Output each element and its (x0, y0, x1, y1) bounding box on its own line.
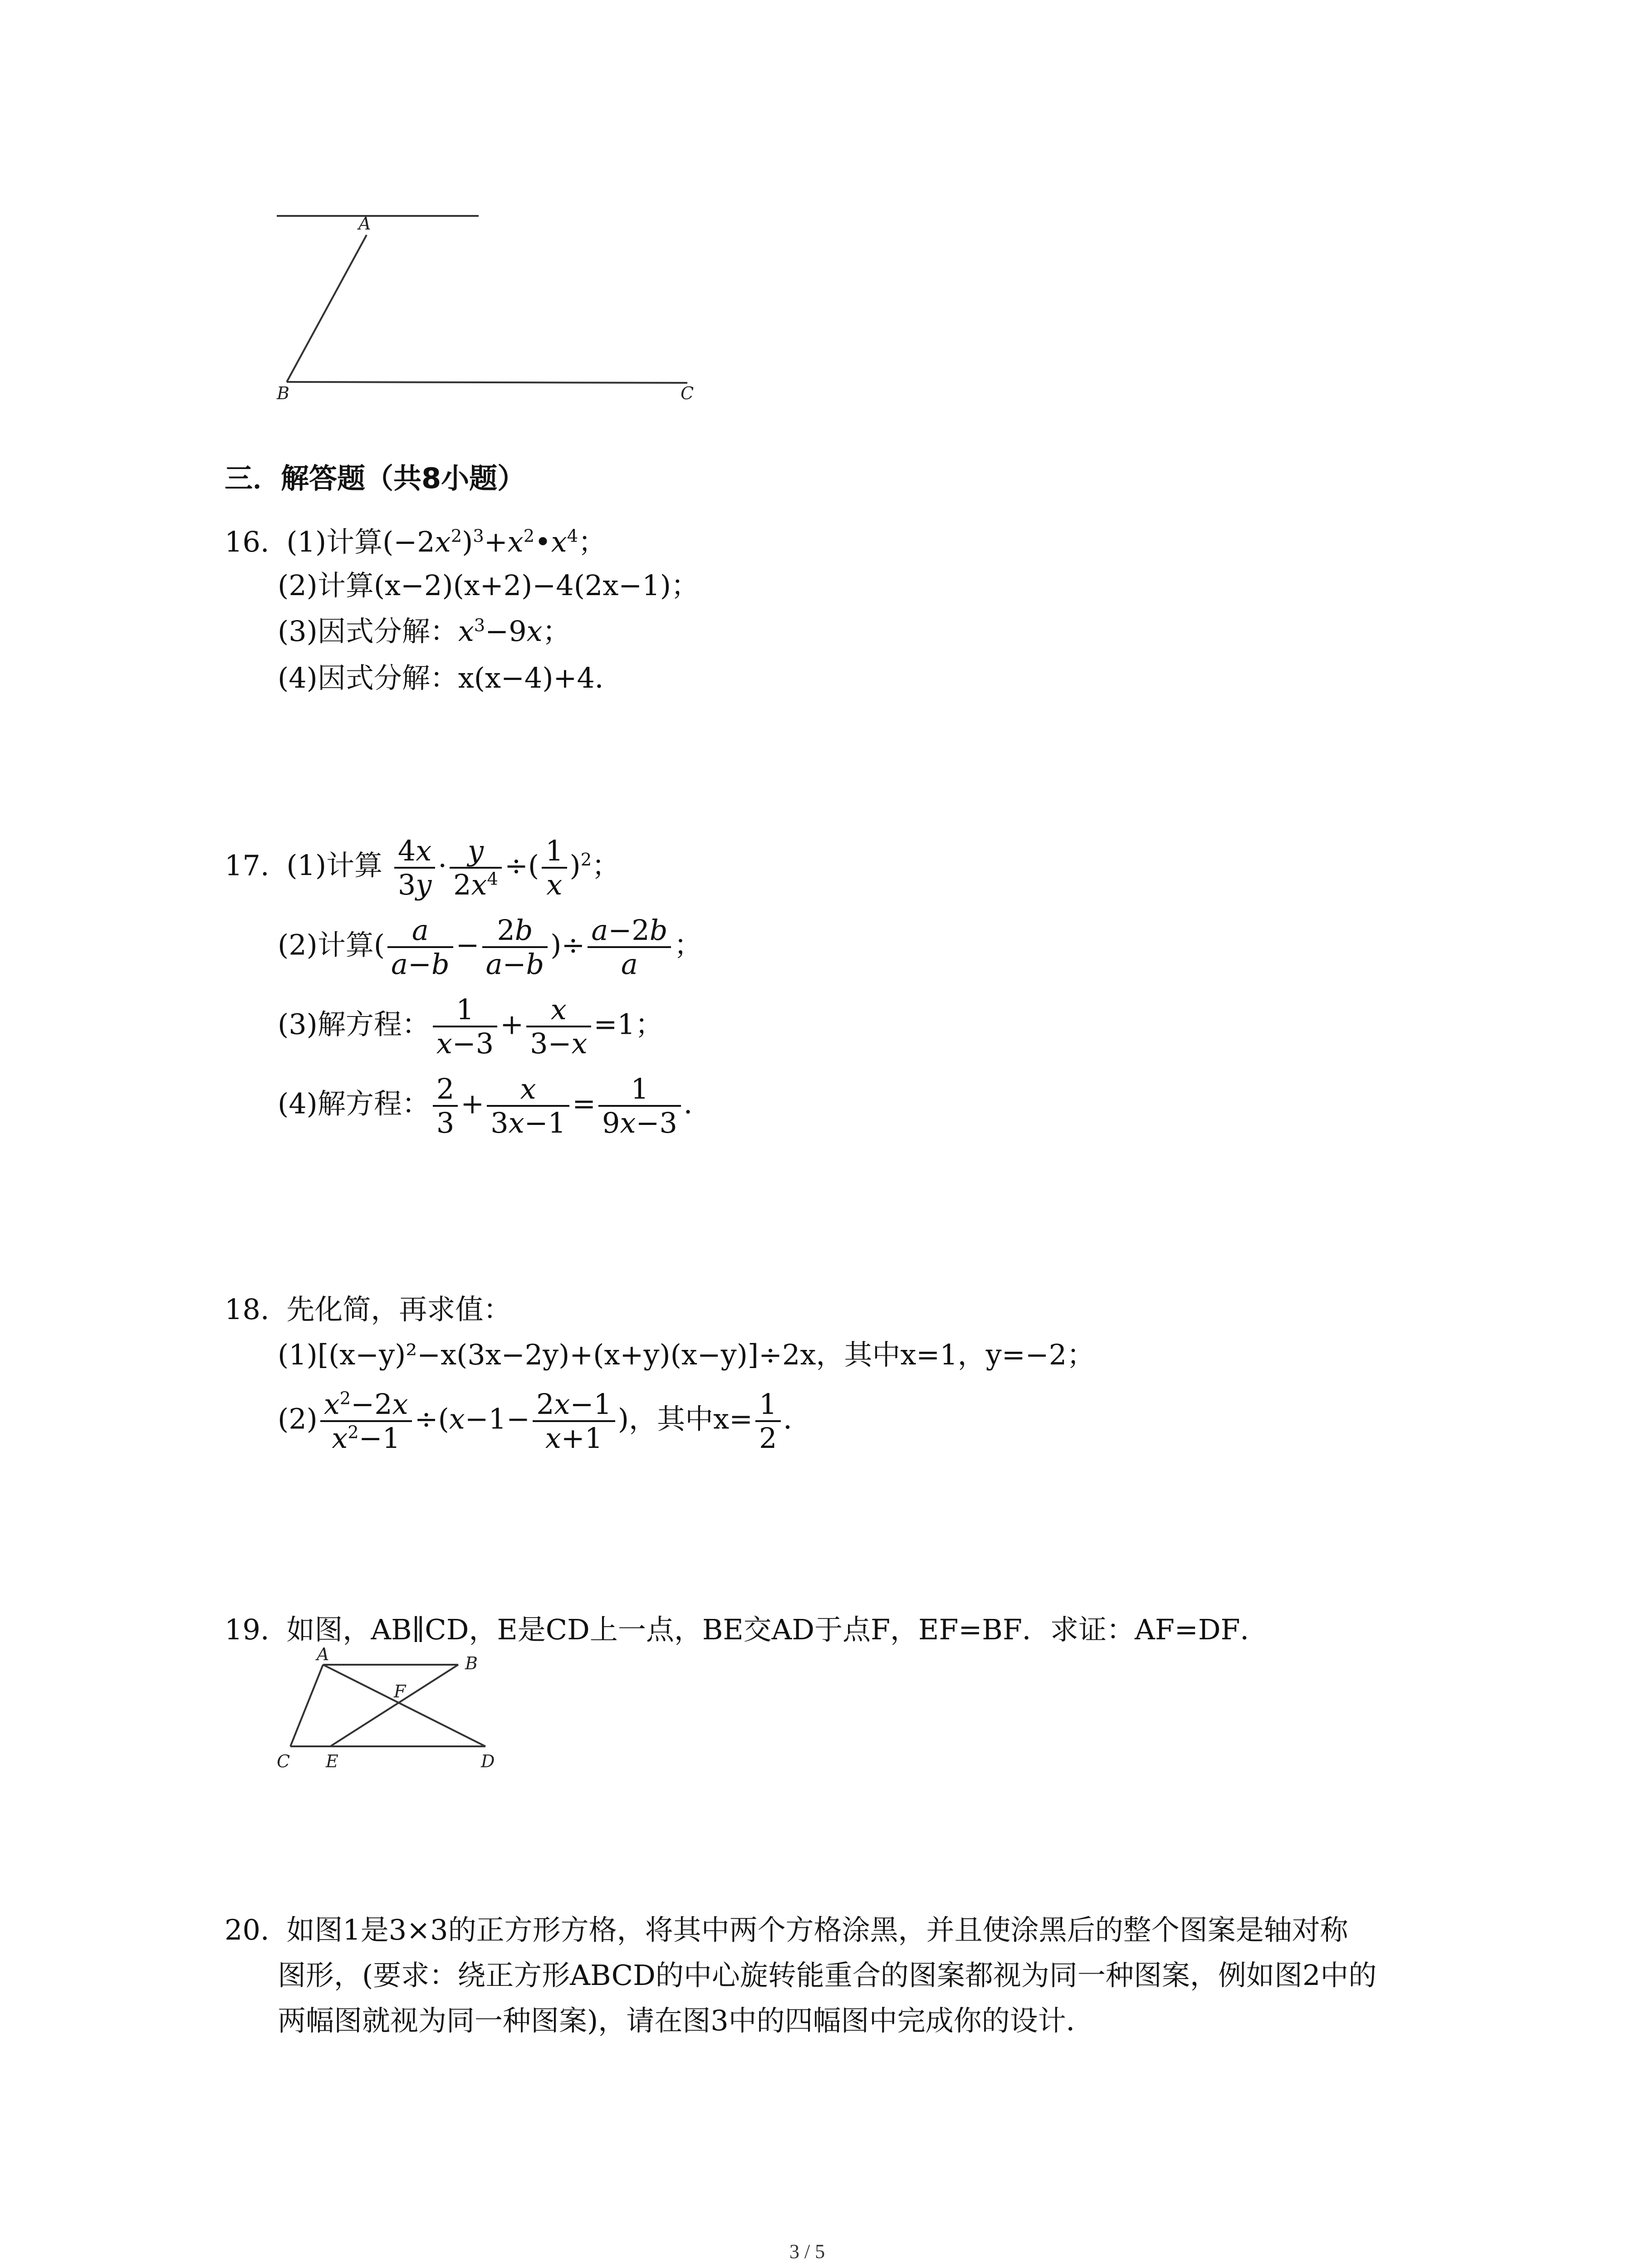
q16-p2-label: (2)计算 (278, 569, 374, 602)
q16-p2-expr: (x−2)(x+2)−4(2x−1)； (373, 569, 699, 602)
q20-line2 (278, 1959, 1376, 1992)
q17-number: 17. (225, 849, 269, 882)
q17-p1-label: (1)计算 (286, 849, 383, 882)
q17-line3: (3)解方程： $\frac{1}{x-3}$ + $\frac{x}{3-x}$ =1； (278, 993, 663, 1061)
q20-number: 20. (225, 1913, 269, 1946)
label-a: A (317, 1647, 329, 1664)
figure-parallel-lines (272, 1647, 526, 1778)
fraction: $\frac{1}{x}$ (542, 835, 567, 901)
q16-line2 (278, 569, 699, 602)
q16-p4-label: (4)因式分解： (278, 661, 458, 694)
label-f: F (394, 1681, 406, 1701)
fraction: $\frac{a}{a-b}$ (387, 914, 453, 981)
q18-p1-expr: (1)[(x−y)²−x(3x−2y)+(x+y)(x−y)]÷2x，其中x=1，y=−2； (278, 1338, 1095, 1371)
q18-line3: (2) $\frac{x^2-2x}{x^2-1}$ ÷(x−1− $\frac{2x-1}{x+1}$ )，其中x= $\frac{1}{2}$ ． (278, 1388, 812, 1455)
fraction: $\frac{2b}{a-b}$ (482, 914, 548, 981)
q16-p3-expr: $x^3-9x$； (458, 615, 571, 648)
q16-number: 16. (225, 525, 269, 558)
page-number: 3 / 5 (789, 2240, 825, 2263)
q19-text: 如图，AB∥CD，E是CD上一点，BE交AD于点F，EF=BF．求证：AF=DF． (286, 1613, 1269, 1646)
section-title: 三．解答题（共8小题） (225, 462, 526, 495)
q18-line2 (278, 1338, 1095, 1372)
q20-line1 (225, 1913, 1348, 1947)
fraction: $\frac{y}{2x^4}$ (450, 835, 502, 901)
q18-intro: 先化简，再求值： (286, 1293, 512, 1326)
q18-line1 (225, 1293, 511, 1326)
q17-line4: (4)解方程： $\frac{2}{3}$ + $\frac{x}{3x-1}$ = $\frac{1}{9x-3}$ ． (278, 1072, 712, 1140)
q16-p1-expr: $(-2x^2)^3+x^2•x^4$； (382, 525, 607, 558)
fraction: $\frac{x}{3-x}$ (526, 993, 591, 1060)
fraction: $\frac{2}{3}$ (433, 1073, 458, 1139)
label-e: E (326, 1751, 338, 1771)
q17-p4-label: (4)解方程： (278, 1087, 430, 1120)
fraction: $\frac{1}{x-3}$ (433, 993, 497, 1060)
q19-number: 19. (225, 1613, 269, 1646)
q16-line4 (278, 661, 623, 695)
label-c: C (277, 1751, 290, 1771)
q18-number: 18. (225, 1293, 269, 1326)
q16-p1-label: (1)计算 (286, 525, 383, 558)
fraction: $\frac{1}{2}$ (755, 1388, 780, 1455)
fraction: $\frac{4x}{3y}$ (394, 835, 435, 901)
q17-p3-label: (3)解方程： (278, 1007, 430, 1041)
q20-text-2: 图形，(要求：绕正方形ABCD的中心旋转能重合的图案都视为同一种图案，例如图2中的 (278, 1959, 1377, 1992)
fraction: $\frac{x}{3x-1}$ (487, 1073, 569, 1139)
label-d: D (481, 1751, 495, 1771)
fraction: $\frac{1}{9x-3}$ (598, 1073, 681, 1139)
q18-p2-label: (2) (278, 1402, 318, 1436)
q16-line3 (278, 615, 571, 648)
label-b: B (465, 1653, 478, 1673)
figure-angle-abc (263, 200, 717, 417)
q20-text-1: 如图1是3×3的正方形方格，将其中两个方格涂黑，并且使涂黑后的整个图案是轴对称 (286, 1913, 1348, 1946)
q17-line2: (2)计算( $\frac{a}{a-b}$ − $\frac{2b}{a-b}$ )÷ $\frac{a-2b}{a}$ ； (278, 914, 702, 981)
fraction: $\frac{2x-1}{x+1}$ (533, 1388, 615, 1455)
fraction: $\frac{a-2b}{a}$ (588, 914, 671, 981)
q20-line3 (278, 2004, 1094, 2038)
q16-line1 (225, 525, 606, 559)
label-a: A (358, 214, 371, 234)
q19-line1 (225, 1613, 1268, 1647)
q16-p4-expr: x(x−4)+4． (458, 661, 623, 694)
label-c: C (681, 383, 694, 403)
label-b: B (277, 383, 289, 403)
q17-p2-label: (2)计算 (278, 928, 374, 962)
q17-line1: 17. (1)计算 $\frac{4x}{3y}$ · $\frac{y}{2x^4}$ ÷( $\frac{1}{x}$ )$^2$； (225, 834, 620, 902)
q16-p3-label: (3)因式分解： (278, 615, 458, 648)
q18-p2-tail: ，其中x= (629, 1402, 753, 1436)
fraction: $\frac{x^2-2x}{x^2-1}$ (320, 1388, 412, 1455)
q20-text-3: 两幅图就视为同一种图案)，请在图3中的四幅图中完成你的设计． (278, 2004, 1094, 2037)
